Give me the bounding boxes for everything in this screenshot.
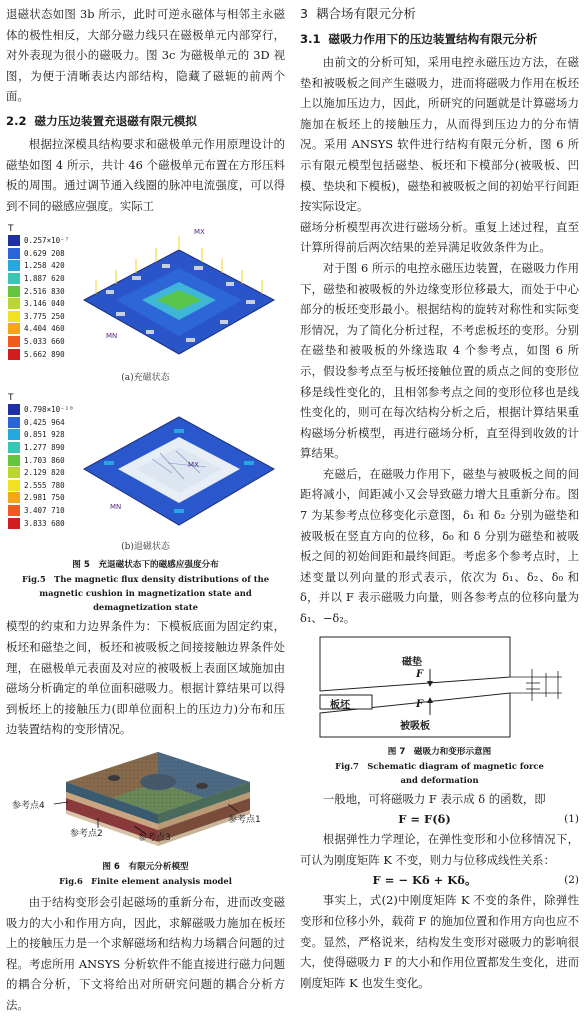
legend-value: 0.629 208 [24,248,65,258]
deformation-diagram [300,633,579,745]
legend-value: 2.981 750 [24,493,65,503]
section-2-2-heading [6,112,285,130]
svg-text:MN: MN [110,503,122,512]
legend-swatch [8,417,20,428]
legend-row [8,335,74,348]
left-column [6,4,285,1016]
legend-row [8,297,74,310]
figure-7 [300,633,579,745]
paragraph-intro: 退磁状态如图 3b 所示，此时可逆永磁体与相邻主永磁体的极性相反，大部分磁力线只在磁极单元内部穿行，对外表现为很小的磁吸力。图 3c 为磁极单元的 3D 视图，为便于清晰表达内部结构，隐藏了磁轭的前两个面。 [6,7,285,104]
legend-swatch [8,286,20,297]
legend-value: 1.887 620 [24,273,65,283]
reference-point-2-label: 参考点2 [70,828,103,839]
equation-2-expression: F = − Kδ + Kδ。 [372,873,477,888]
figure-5-caption-zh: 图 5 充退磁状态下的磁感应强度分布 [72,560,219,571]
legend-value: 0.257×10⁻⁷ [24,236,70,246]
equation-2 [300,870,579,890]
legend-value: 0.798×10⁻¹⁰ [24,405,74,415]
figure-5-caption-en-1: Fig.5 The magnetic flux density distributions of the [21,574,270,585]
legend-row [8,285,74,298]
figure-6-caption-zh: 图 6 有限元分析模型 [102,861,189,872]
legend-swatch [8,518,20,529]
legend-swatch [8,311,20,322]
paragraph-eq2: 根据弹性力学理论，在弹性变形和小位移情况下，可认为刚度矩阵 K 不变，则力与位移成线性关系： [300,832,579,867]
equation-1 [300,809,579,829]
figure-5b-caption: (b)退磁状态 [121,542,170,553]
paragraph-model: 模型的约束和力边界条件为：下模板底面为固定约束，板坯和磁垫之间，板坯和被吸板之间接接触边界条件处理，在磁极单元表面及对应的被吸板上表面区域施加由磁场分析确定的单位面积磁吸力。根据计算结果可以得到板坯上的接触压力(即单位面积上的压边力)分布和压边装置结构的变形情况。 [6,619,285,737]
label-attracted-plate: 被吸板 [400,720,430,732]
legend-value: 4.404 460 [24,324,65,334]
svg-text:MN: MN [106,332,118,341]
figure-7-caption-en-2: and deformation [400,774,479,785]
legend-row [8,454,74,467]
legend-value: 0.425 964 [24,417,65,427]
legend-swatch [8,429,20,440]
paragraph-2-2a: 根据拉深模具结构要求和磁极单元作用原理设计的磁垫如图 4 所示，共计 46 个磁极单元布置在方形压料板的周围。通过调节通入线圈的脉冲电流强度，可以得到不同的磁感应强度。实际工 [6,137,285,213]
figure-6-caption-en: Fig.6 Finite element analysis model [59,875,232,886]
legend-row [8,272,74,285]
figure-5a [6,220,285,369]
section-3-1-heading [300,30,579,48]
legend-value: 3.833 680 [24,518,65,528]
legend-swatch [8,505,20,516]
legend-row [8,517,74,530]
section-number: 2.2 [6,114,27,128]
legend-5b [8,393,74,529]
figure-7-caption-en-1: Fig.7 Schematic diagram of magnetic force [335,760,544,771]
legend-row [8,504,74,517]
legend-row [8,247,74,260]
legend-unit: T [8,224,14,235]
paragraph-eq1: 一般地，可将磁吸力 F 表示成 δ 的函数，即 [322,791,546,806]
equation-2-number: (2) [564,874,579,887]
flux-plot-magnetized [76,220,282,369]
legend-row [8,416,74,429]
legend-value: 2.555 780 [24,480,65,490]
figure-5a-caption: (a)充磁状态 [121,373,170,384]
flux-plot-demagnetized [76,389,282,538]
paragraph-3-1c: 对于图 6 所示的电控永磁压边装置，在磁吸力作用下，磁垫和被吸板的外边缘变形位移最大，而处于中心部分的板坯变形最小。根据结构的旋转对称性和实际变形情况，为了简化分析过程，不考虑板坯的变形。分别在磁垫和被吸板的外缘选取 4 个参考点，如图 6 所示，假设参考点至与板坯接触位置的质点之间的变形位移是线性变化的，且相邻参考点之间的变形位移也是线性变化的，则可在每次结构分析之后，根据计算结果重构磁场分析模型，再进行磁场分析，直至得到收敛的计算结果。 [300,260,579,461]
legend-row [8,260,74,273]
section-title: 磁吸力作用下的压边装置结构有限元分析 [328,32,538,46]
legend-value: 5.033 660 [24,336,65,346]
legend-value: 3.407 710 [24,505,65,515]
legend-swatch [8,260,20,271]
legend-row [8,403,74,416]
figure-5b [6,389,285,538]
legend-row [8,310,74,323]
figure-6 [6,742,285,860]
figure-7-caption-zh: 图 7 磁吸力和变形示意图 [387,746,492,757]
legend-rows [8,403,74,529]
legend-swatch [8,442,20,453]
label-force-bottom: F [416,698,424,710]
legend-value: 3.146 040 [24,299,65,309]
legend-swatch [8,235,20,246]
label-blank: 板坯 [330,699,350,711]
section-title: 磁力压边装置充退磁有限元模拟 [34,114,197,128]
legend-rows [8,234,74,360]
svg-text:MX: MX [194,228,205,237]
equation-1-expression: F = F(δ) [398,812,451,827]
label-force-top: F [416,668,424,680]
legend-swatch [8,336,20,347]
legend-swatch [8,455,20,466]
legend-swatch [8,492,20,503]
section-number: 3.1 [300,32,321,46]
right-column [300,4,579,993]
legend-value: 1.703 860 [24,455,65,465]
legend-row [8,441,74,454]
legend-value: 5.662 890 [24,349,65,359]
paragraph-final: 事实上，式(2)中刚度矩阵 K 不变的条件，除弹性变形和位移小外，载荷 F 的施加位置和作用方向也应不变。显然，严格说来，结构发生变形对磁吸力的影响很大，使得磁吸力 F 的大小和作用位置都发生变化，进而刚度矩阵 K 也发生变化。 [300,893,579,990]
legend-value: 3.775 250 [24,311,65,321]
legend-value: 1.277 890 [24,442,65,452]
figure-5-caption-en-2: magnetic cushion in magnetization state and [39,588,252,599]
legend-unit: T [8,393,14,404]
legend-value: 2.129 820 [24,468,65,478]
reference-point-1-label: 参考点1 [228,814,261,825]
legend-value: 2.516 830 [24,286,65,296]
section-title: 耦合场有限元分析 [315,6,416,21]
legend-swatch [8,480,20,491]
label-cushion: 磁垫 [402,656,422,668]
paragraph-3-1b: 磁场分析模型再次进行磁场分析。重复上述过程，直至计算所得前后两次结果的差异满足收敛条件为止。 [300,219,579,255]
figure-5-caption [6,558,285,614]
reference-point-4-label: 参考点4 [12,800,45,811]
paragraph-3-1a: 由前文的分析可知，采用电控永磁压边方法，在磁垫和被吸板之间产生磁吸力，进而将磁吸力作用在板坯上以施加压边力，因此，所研究的问题就是计算磁场力施加在板坯上的接触压力，从而得到压边力的分布情况。采用 ANSYS 软件进行结构有限元分析，图 6 所示有限元模型包括磁垫、板坯和下模部分(被吸板、凹模、垫块和下模板)，磁垫和被吸板之间的初始平行间距按实际设定。 [300,55,579,214]
legend-swatch [8,349,20,360]
legend-row [8,234,74,247]
paragraph-3-1d: 充磁后，在磁吸力作用下，磁垫与被吸板之间的间距将减小，间距减小又会导致磁力增大且重新分布。图 7 为某参考点位移变化示意图，δ₁ 和 δ₂ 分别为磁垫和被吸板在竖直方向的位移，δ₀ 和 δ 分别为磁垫和被吸板之间的初始间距和最终间距。考虑多个参考点时，上述变量以列向量的形式表示，依次为 δ₁、δ₂、δ₀ 和 δ，并以 F 表示磁吸力向量，则各参考点的位移向量为 δ₁、−δ₂。 [300,466,579,626]
legend-value: 1.258 420 [24,261,65,271]
svg-text:MX: MX [188,461,199,470]
legend-swatch [8,467,20,478]
figure-5-caption-en-3: demagnetization state [93,602,198,613]
legend-row [8,323,74,336]
legend-row [8,429,74,442]
section-number: 3 [300,6,308,21]
legend-swatch [8,273,20,284]
reference-point-3-label: 参考点3 [138,832,171,843]
legend-swatch [8,298,20,309]
legend-swatch [8,404,20,415]
legend-row [8,348,74,361]
legend-row [8,492,74,505]
legend-5a [8,224,74,360]
section-3-heading [300,4,579,24]
equation-1-number: (1) [564,813,579,826]
legend-swatch [8,323,20,334]
legend-swatch [8,248,20,259]
paragraph-end: 由于结构变形会引起磁场的重新分布，进而改变磁吸力的大小和作用方向，因此，求解磁吸力施加在板坯上的接触压力是一个求解磁场和结构力场耦合问题的过程。考虑所用 ANSYS 分析软件不能直接进行磁力问题的耦合分析，下文将给出对所研究问题的耦合分析方法。 [6,894,285,1012]
legend-row [8,479,74,492]
legend-value: 0.851 928 [24,430,65,440]
legend-row [8,466,74,479]
